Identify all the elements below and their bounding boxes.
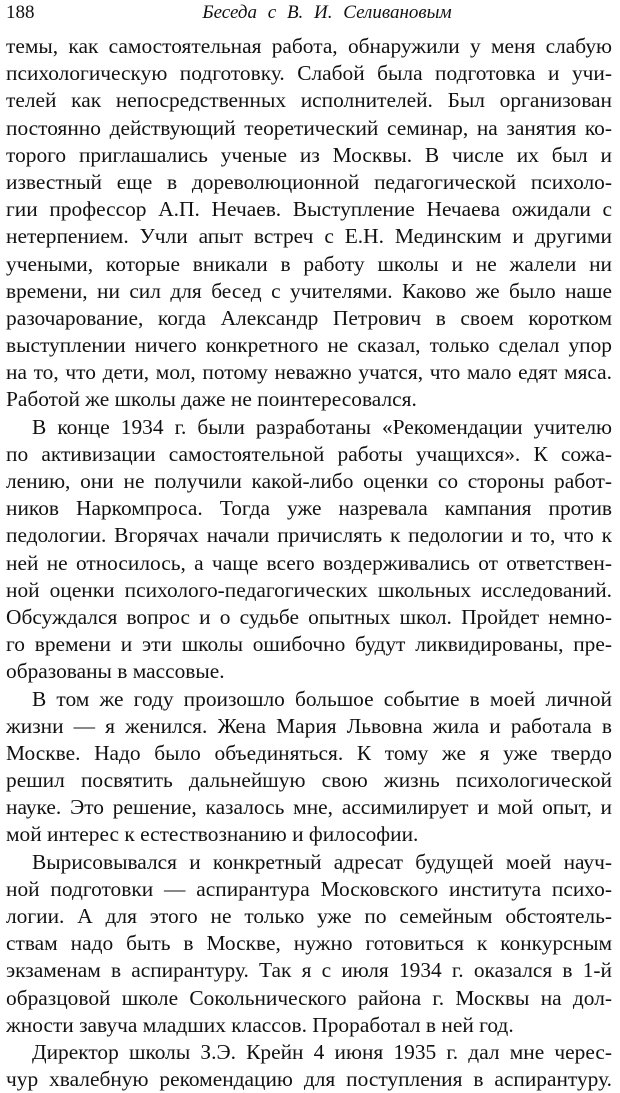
page-number: 188 xyxy=(6,2,35,23)
paragraph xyxy=(6,686,612,849)
page-header xyxy=(6,0,608,26)
text-line: нетерпением. Учли апыт встреч с Е.Н. Мединским и другими xyxy=(6,224,612,249)
text-line: ной оценки психолого-педагогических школьных исследований. xyxy=(6,577,612,602)
text-line: педологии. Вгорячах начали причислять к педологии и то, что к xyxy=(6,523,612,548)
paragraph xyxy=(6,849,612,1039)
text-line: Вырисовывался и конкретный адресат будущей моей науч- xyxy=(32,849,612,874)
text-line: жности завуча младших классов. Проработал в ней год. xyxy=(6,1012,514,1037)
paragraph xyxy=(6,1039,612,1093)
text-line: выступлении ничего конкретного не сказал, только сделал упор xyxy=(6,333,612,358)
text-line: ней не относилось, а чаще всего воздерживались от ответствен- xyxy=(6,550,612,575)
paragraph xyxy=(6,414,612,686)
text-line: лению, они не получили какой-либо оценки со стороны работ- xyxy=(6,469,612,493)
text-line: на то, что дети, мол, потому неважно учатся, что мало едят мяса. xyxy=(6,360,612,385)
text-line: экзаменам в аспирантуру. Так я с июля 1934 г. оказался в 1-й xyxy=(6,958,612,983)
text-line: разочарование, когда Александр Петрович в своем коротком xyxy=(6,305,612,330)
text-line: В том же году произошло большое событие в моей личной xyxy=(32,686,612,711)
running-head: Беседа с В. И. Селивановым xyxy=(202,2,452,23)
text-line: логии. А для этого не только уже по семейным обстоятель- xyxy=(6,904,612,928)
text-line: решил посвятить дальнейшую свою жизнь психологической xyxy=(6,768,612,793)
text-line: времени, ни сил для бесед с учителями. Каково же было наше xyxy=(6,278,612,303)
text-line: постоянно действующий теоретический семинар, на занятия ко- xyxy=(6,115,612,140)
text-line: Директор школы З.Э. Крейн 4 июня 1935 г. дал мне черес- xyxy=(32,1039,612,1064)
text-line: В конце 1934 г. были разработаны «Рекомендации учителю xyxy=(32,414,612,439)
text-line: Работой же школы даже не поинтересовался. xyxy=(6,387,417,412)
text-line: го времени и эти школы ошибочно будут ликвидированы, пре- xyxy=(6,632,612,657)
text-line: темы, как самостоятельная работа, обнаружили у меня слабую xyxy=(6,34,612,58)
body-text xyxy=(6,33,612,1093)
text-line: телей как непосредственных исполнителей. Был организован xyxy=(6,88,612,113)
text-line: образованы в массовые. xyxy=(6,659,225,684)
text-line: науке. Это решение, казалось мне, ассимилирует и мой опыт, и xyxy=(6,795,612,820)
text-line: ной подготовки — аспирантура Московского института психо- xyxy=(6,876,612,901)
text-line: психологическую подготовку. Слабой была подготовка и учи- xyxy=(6,61,612,86)
text-line: чур хвалебную рекомендацию для поступления в аспирантуру. xyxy=(6,1067,612,1092)
text-line: ников Наркомпроса. Тогда уже назревала кампания против xyxy=(6,496,612,521)
paragraph xyxy=(6,33,612,414)
text-line: по активизации самостоятельной работы учащихся». К сожа- xyxy=(6,441,612,466)
text-line: Обсуждался вопрос и о судьбе опытных школ. Пройдет немно- xyxy=(6,604,612,629)
text-line: известный еще в дореволюционной педагогической психоло- xyxy=(6,169,612,194)
text-line: учеными, которые вникали в работу школы и не жалели ни xyxy=(6,251,612,276)
text-line: жизни — я женился. Жена Мария Львовна жила и работала в xyxy=(6,713,612,738)
text-line: ствам надо быть в Москве, нужно готовиться к конкурсным xyxy=(6,931,612,956)
text-line: образцовой школе Сокольнического района г. Москвы на дол- xyxy=(6,985,612,1010)
text-line: мой интерес к естествознанию и философии. xyxy=(6,822,419,847)
text-line: гии профессор А.П. Нечаев. Выступление Нечаева ожидали с xyxy=(6,197,612,222)
text-line: Москве. Надо было объединяться. К тому же я уже твердо xyxy=(6,740,612,765)
text-line: торого приглашались ученые из Москвы. В числе их был и xyxy=(6,142,612,167)
